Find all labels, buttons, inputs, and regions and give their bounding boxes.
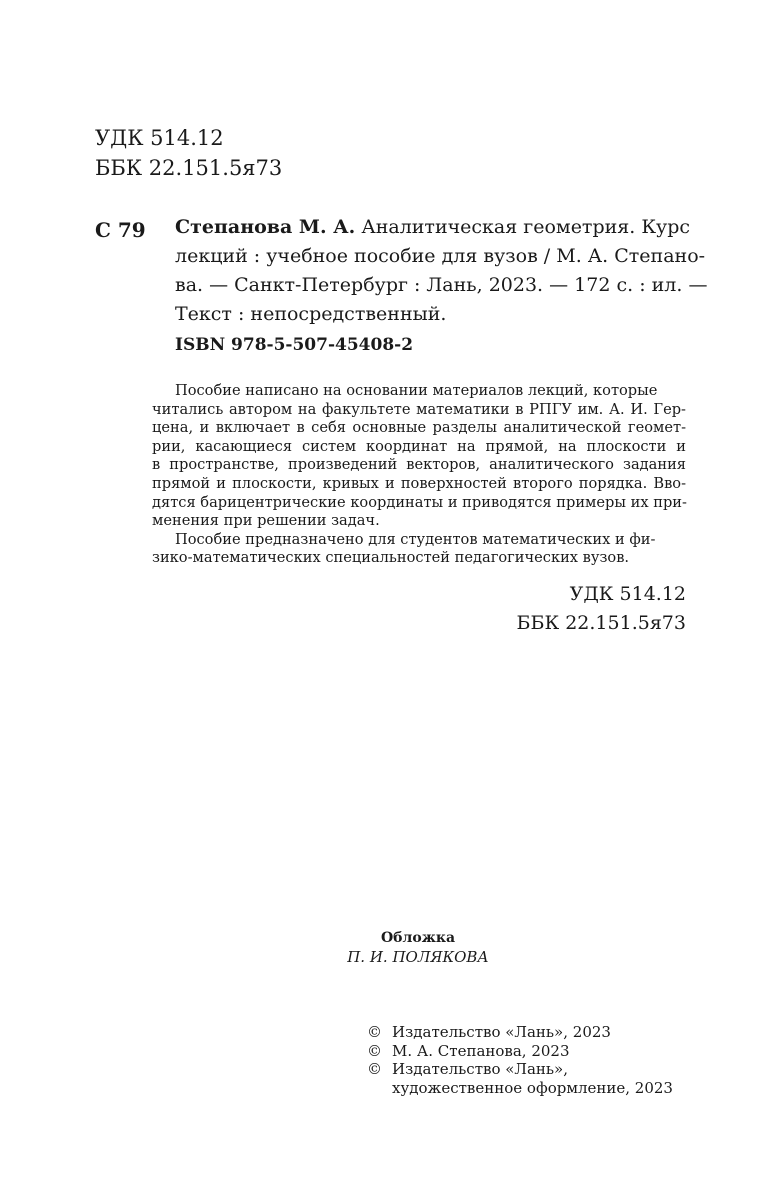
udk-code: УДК 514.12 [95,126,224,150]
annotation-line: менения при решении задач. [152,512,380,530]
copyright-text: Издательство «Лань», 2023 [392,1023,611,1041]
biblio-line-1 [175,213,691,242]
biblio-line-2: лекций : учебное пособие для вузов / М. А. Степано- [175,245,706,267]
annotation-line: читались автором на факультете математики в РПГУ им. А. И. Гер- [152,400,686,418]
classification-top [95,123,282,183]
isbn: ISBN 978-5-507-45408-2 [175,335,414,355]
bibliographic-record [175,213,708,329]
cover-designer: П. И. ПОЛЯКОВА [347,948,489,966]
annotation-line: зико-математических специальностей педагогических вузов. [152,549,630,567]
udk-code: УДК 514.12 [569,583,686,605]
copyright-line [367,1042,673,1061]
copyright-text: М. А. Степанова, 2023 [392,1041,570,1060]
author-name: Степанова М. А. [175,216,356,238]
copyright-block [367,1023,673,1097]
biblio-line-4: Текст : непосредственный. [175,303,447,325]
copyright-spacer [367,1079,392,1098]
book-title: Аналитическая геометрия. Курс [361,216,691,238]
copyright-line [367,1060,673,1079]
annotation-line: Пособие предназначено для студентов математических и фи- [175,530,656,548]
bbk-code: ББК 22.151.5я73 [516,612,686,634]
copyright-icon: © [367,1041,382,1060]
cover-label: Обложка [380,930,456,946]
annotation [146,382,686,568]
classification-bottom [517,580,686,638]
copyright-text: Издательство «Лань», [392,1060,569,1078]
copyright-icon: © [367,1060,382,1078]
annotation-line: прямой и плоскости, кривых и поверхностей второго порядка. Вво- [152,474,686,492]
biblio-line-3: ва. — Санкт-Петербург : Лань, 2023. — 172 с. : ил. — [175,274,708,296]
annotation-line: рии, касающиеся систем координат на прямой, на плоскости и [152,437,686,455]
copyright-line [367,1023,673,1042]
annotation-line: цена, и включает в себя основные разделы аналитической геомет- [152,419,686,437]
annotation-line: Пособие написано на основании материалов лекций, которые [175,382,658,399]
copyright-line [367,1079,673,1098]
bbk-code: ББК 22.151.5я73 [95,156,283,180]
author-code: С 79 [95,218,146,242]
copyright-text: художественное оформление, 2023 [392,1078,673,1097]
annotation-line: дятся барицентрические координаты и приводятся примеры их при- [152,493,687,511]
cover-credit [340,929,496,967]
annotation-line: в пространстве, произведений векторов, аналитического задания [152,456,686,474]
copyright-icon: © [367,1023,382,1041]
